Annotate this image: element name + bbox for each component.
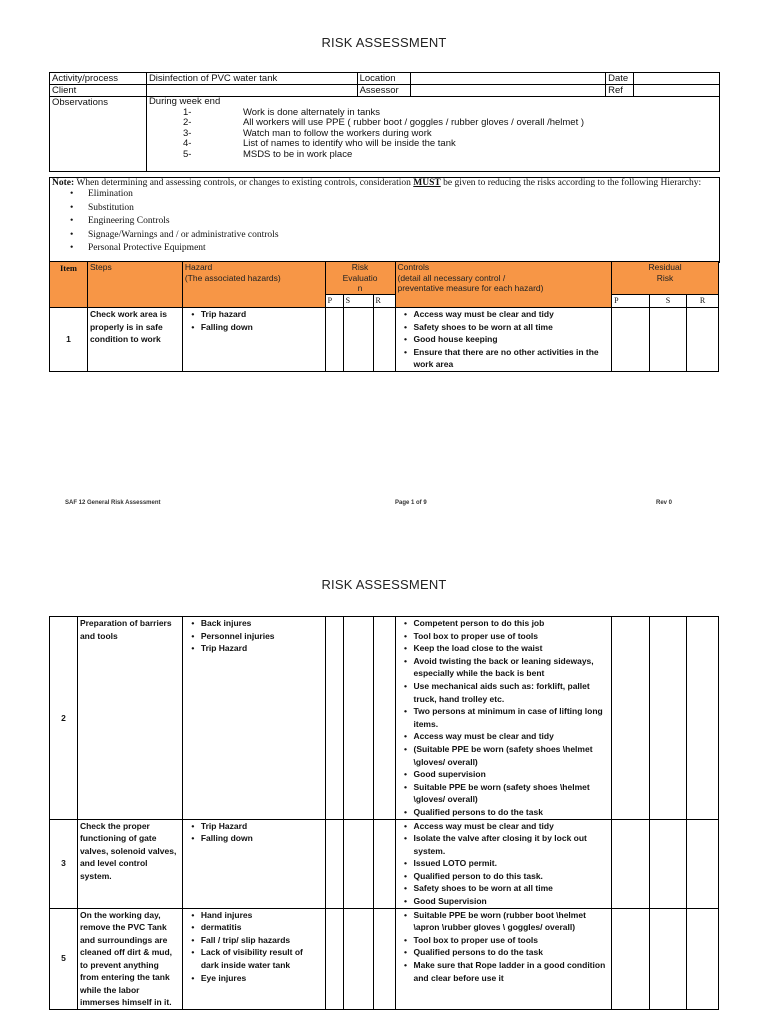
row-item-number: 1: [50, 308, 88, 372]
control-list: [398, 617, 610, 819]
row-hazards: [182, 617, 325, 820]
bullet-icon: •: [191, 618, 195, 628]
header-residual-r: R: [686, 294, 718, 308]
control-item: • Tool box to proper use of tools: [398, 934, 610, 947]
info-table: [49, 72, 720, 172]
control-list: [398, 308, 610, 371]
row-residual-p: [612, 819, 650, 908]
control-item: • Suitable PPE be worn (rubber boot \helmet \apron \rubber gloves \ goggles/ overall): [398, 909, 610, 934]
bullet-icon: •: [191, 309, 195, 319]
bullet-icon: •: [404, 883, 407, 894]
row-item-number: 3: [50, 819, 78, 908]
page-title-2: RISK ASSESSMENT: [321, 577, 447, 592]
bullet-icon: •: [404, 960, 407, 971]
page-2: [0, 530, 768, 1024]
client-value: [146, 85, 357, 97]
bullet-icon: •: [404, 909, 407, 920]
bullet-icon: •: [191, 630, 195, 641]
row-residual-s: [650, 908, 687, 1009]
control-item: • Safety shoes to be worn at all time: [398, 882, 610, 895]
header-residual-p: P: [612, 294, 650, 308]
header-residual-risk: Residual Risk: [612, 262, 719, 295]
row-p: [325, 617, 343, 820]
hierarchy-list: [50, 188, 719, 256]
bullet-icon: •: [191, 820, 195, 831]
row-s: [343, 617, 373, 820]
row-residual-r: [686, 308, 718, 372]
ref-label: Ref: [606, 85, 634, 97]
risk-table-page-2: [49, 616, 719, 1010]
hierarchy-item: • Substitution: [70, 202, 719, 216]
control-item: • Qualified person to do this task.: [398, 870, 610, 883]
observations-list: [149, 108, 717, 161]
activity-value: Disinfection of PVC water tank: [146, 73, 357, 85]
row-hazards: [182, 908, 325, 1009]
hazard-item: • Falling down: [185, 832, 323, 845]
observation-item: [149, 118, 717, 129]
observation-text: Work is done alternately in tanks: [242, 106, 381, 118]
control-item: • Qualified persons to do the task: [398, 806, 610, 819]
observations-cell: [146, 97, 719, 172]
control-item: • Tool box to proper use of tools: [398, 630, 610, 643]
header-s: S: [343, 294, 373, 308]
hazard-item: • Trip hazard: [185, 308, 323, 321]
control-item: • Suitable PPE be worn (safety shoes \helmet \gloves/ overall): [398, 781, 610, 806]
observation-item: [149, 139, 717, 150]
bullet-icon: •: [404, 643, 407, 654]
observation-number: 1-: [182, 106, 192, 118]
bullet-icon: •: [404, 680, 407, 691]
row-residual-p: [612, 617, 650, 820]
table-row: [50, 819, 719, 908]
bullet-icon: •: [191, 321, 195, 332]
control-item: • Avoid twisting the back or leaning sideways, especially while the back is bent: [398, 655, 610, 680]
row-steps: On the working day, remove the PVC Tank and surroundings are cleaned off dirt & mud, to prevent anything from entering the tank while the labor immerses himself in it.: [77, 908, 182, 1009]
assessor-value: [410, 85, 606, 97]
row-s: [343, 908, 373, 1009]
hazard-list: [185, 617, 323, 655]
date-value: [634, 73, 720, 85]
header-item: Item: [50, 262, 88, 308]
observation-text: MSDS to be in work place: [242, 148, 353, 160]
activity-label: Activity/process: [50, 73, 147, 85]
row-p: [325, 308, 343, 372]
control-list: [398, 820, 610, 908]
row-controls: [395, 908, 612, 1009]
observation-number: 5-: [182, 148, 192, 160]
location-label: Location: [357, 73, 410, 85]
hazard-list: [185, 820, 323, 845]
bullet-icon: •: [404, 630, 407, 641]
bullet-icon: •: [404, 334, 407, 345]
observation-number: 4-: [182, 138, 192, 149]
control-item: • Two persons at minimum in case of lifting long items.: [398, 705, 610, 730]
bullet-icon: •: [404, 781, 407, 792]
table-row: [50, 617, 719, 820]
control-item: • Access way must be clear and tidy: [398, 820, 610, 833]
control-list: [398, 909, 610, 985]
risk-table-page-1: [49, 261, 719, 372]
hierarchy-item: • Signage/Warnings and / or administrative controls: [70, 229, 719, 243]
table-header-row: [50, 262, 719, 295]
control-item: • Access way must be clear and tidy: [398, 308, 610, 321]
hazard-item: • Back injures: [185, 617, 323, 630]
bullet-icon: •: [404, 309, 407, 319]
control-item: • Use mechanical aids such as: forklift, pallet truck, hand trolley etc.: [398, 680, 610, 705]
observation-text: All workers will use PPE ( rubber boot / goggles / rubber gloves / overall /helmet ): [242, 117, 585, 128]
control-item: • Access way must be clear and tidy: [398, 730, 610, 743]
row-item-number: 2: [50, 617, 78, 820]
hazard-item: • Eye injures: [185, 972, 323, 985]
header-p: P: [325, 294, 343, 308]
bullet-icon: •: [404, 769, 407, 780]
header-hazard: Hazard (The associated hazards): [182, 262, 325, 308]
row-controls: [395, 819, 612, 908]
bullet-icon: •: [404, 934, 407, 945]
footer-left: SAF 12 General Risk Assessment: [65, 500, 161, 506]
row-s: [343, 819, 373, 908]
header-steps: Steps: [87, 262, 182, 308]
bullet-icon: •: [404, 706, 407, 717]
hazard-item: • dermatitis: [185, 921, 323, 934]
hierarchy-item: • Engineering Controls: [70, 215, 719, 229]
row-hazards: [182, 308, 325, 372]
row-steps: Preparation of barriers and tools: [77, 617, 182, 820]
bullet-icon: •: [404, 858, 407, 869]
bullet-icon: •: [191, 972, 195, 983]
bullet-icon: •: [404, 820, 407, 831]
row-r: [373, 908, 395, 1009]
hazard-item: • Falling down: [185, 321, 323, 334]
bullet-icon: •: [404, 731, 407, 742]
bullet-icon: •: [191, 643, 195, 654]
control-item: • Qualified persons to do the task: [398, 946, 610, 959]
bullet-icon: •: [404, 947, 407, 958]
bullet-icon: •: [191, 909, 195, 920]
row-r: [373, 617, 395, 820]
header-residual-s: S: [650, 294, 687, 308]
note-must: MUST: [413, 178, 441, 188]
row-residual-p: [612, 308, 650, 372]
hierarchy-item: • Elimination: [70, 188, 719, 202]
observations-intro: During week end: [148, 96, 221, 107]
bullet-icon: •: [404, 321, 407, 332]
row-controls: [395, 617, 612, 820]
header-r: R: [373, 294, 395, 308]
table-row: [50, 908, 719, 1009]
bullet-icon: •: [404, 806, 407, 817]
footer-rev: Rev 0: [656, 500, 673, 506]
control-item: • Good Supervision: [398, 895, 610, 908]
bullet-icon: •: [404, 743, 407, 754]
control-item: • Good supervision: [398, 768, 610, 781]
date-label: Date: [606, 73, 634, 85]
control-item: • Keep the load close to the waist: [398, 642, 610, 655]
row-steps: Check work area is properly is in safe condition to work: [87, 308, 182, 372]
row-r: [373, 819, 395, 908]
bullet-icon: •: [191, 947, 195, 958]
footer-page: Page 1 of 9: [395, 500, 427, 506]
row-hazards: [182, 819, 325, 908]
hazard-item: • Lack of visibility result of dark inside water tank: [185, 946, 323, 971]
row-residual-s: [650, 308, 687, 372]
bullet-icon: •: [404, 618, 407, 628]
row-residual-r: [687, 908, 719, 1009]
row-residual-p: [612, 908, 650, 1009]
observations-label: Observations: [50, 97, 147, 172]
bullet-icon: •: [404, 896, 407, 907]
observation-number: 2-: [182, 117, 192, 128]
control-item: • Competent person to do this job: [398, 617, 610, 630]
bullet-icon: •: [404, 655, 407, 666]
control-item: • Issued LOTO permit.: [398, 857, 610, 870]
row-p: [325, 908, 343, 1009]
note-text: Note: When determining and assessing controls, or changes to existing controls, consideration MUST be given to reducing the risks according to the following Hierarchy:: [52, 178, 702, 188]
row-steps: Check the proper functioning of gate valves, solenoid valves, and level control system.: [77, 819, 182, 908]
header-risk-evaluation: Risk Evaluatio n: [325, 262, 395, 295]
table-row: [50, 308, 719, 372]
row-p: [325, 819, 343, 908]
row-item-number: 5: [50, 908, 78, 1009]
note-box: [49, 177, 720, 263]
hazard-item: • Personnel injuries: [185, 630, 323, 643]
row-r: [373, 308, 395, 372]
control-item: • Isolate the valve after closing it by lock out system.: [398, 832, 610, 857]
bullet-icon: •: [191, 833, 195, 844]
row-residual-r: [687, 819, 719, 908]
page-title: RISK ASSESSMENT: [321, 35, 447, 50]
header-controls: Controls (detail all necessary control / preventative measure for each hazard): [395, 262, 612, 308]
bullet-icon: •: [404, 870, 407, 881]
bullet-icon: •: [404, 346, 407, 357]
bullet-icon: •: [191, 934, 195, 945]
observation-text: List of names to identify who will be inside the tank: [242, 138, 456, 149]
control-item: • Make sure that Rope ladder in a good condition and clear before use it: [398, 959, 610, 984]
control-item: • Safety shoes to be worn at all time: [398, 321, 610, 334]
note-label: Note:: [52, 178, 75, 188]
ref-value: [634, 85, 720, 97]
hazard-list: [185, 909, 323, 985]
row-residual-s: [650, 617, 687, 820]
hierarchy-item: • Personal Protective Equipment: [70, 242, 719, 256]
row-residual-r: [687, 617, 719, 820]
client-label: Client: [50, 85, 147, 97]
bullet-icon: •: [404, 833, 407, 844]
hazard-item: • Trip Hazard: [185, 820, 323, 833]
control-item: • Good house keeping: [398, 333, 610, 346]
hazard-item: • Hand injures: [185, 909, 323, 922]
assessor-label: Assessor: [357, 85, 410, 97]
control-item: • Ensure that there are no other activities in the work area: [398, 346, 610, 371]
row-s: [343, 308, 373, 372]
observation-number: 3-: [182, 127, 192, 139]
hazard-item: • Trip Hazard: [185, 642, 323, 655]
row-residual-s: [650, 819, 687, 908]
hazard-item: • Fall / trip/ slip hazards: [185, 934, 323, 947]
control-item: • (Suitable PPE be worn (safety shoes \helmet \gloves/ overall): [398, 743, 610, 768]
observation-item: [149, 150, 717, 161]
bullet-icon: •: [191, 922, 195, 933]
location-value: [410, 73, 606, 85]
hazard-list: [185, 308, 323, 333]
row-controls: [395, 308, 612, 372]
observation-text: Watch man to follow the workers during work: [242, 127, 432, 139]
